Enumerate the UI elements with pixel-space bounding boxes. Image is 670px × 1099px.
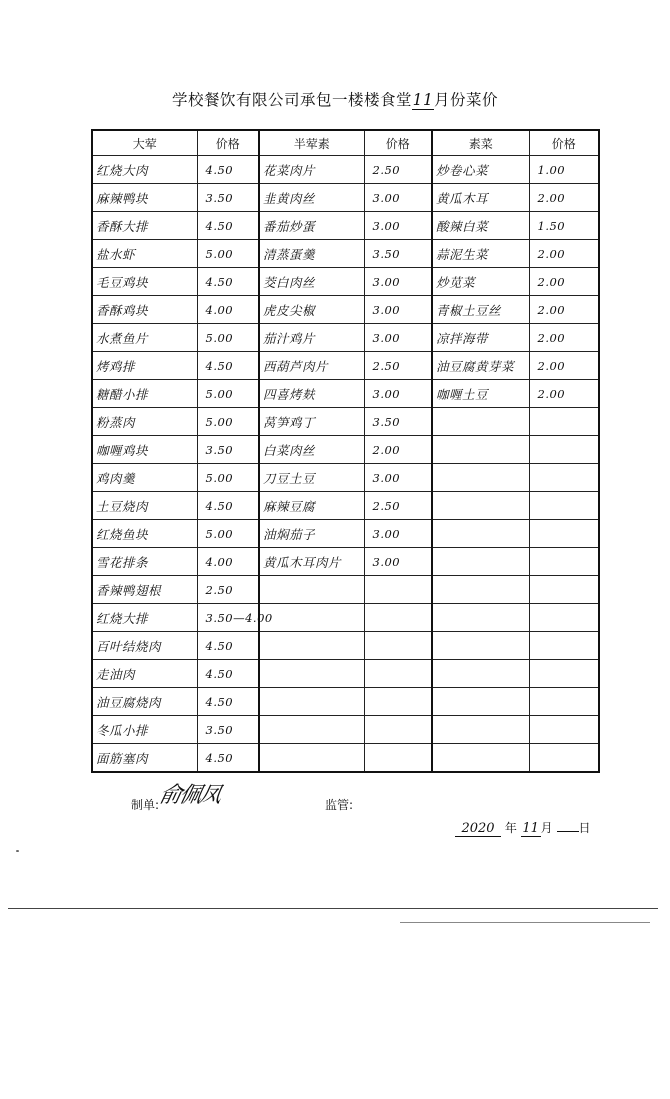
meat-price-cell: 5.00 — [197, 324, 259, 352]
meat-price-cell: 4.50 — [197, 632, 259, 660]
header-half-meat: 半荤素 — [259, 130, 364, 156]
meat-price-cell: 4.00 — [197, 548, 259, 576]
vegetable-dish-cell: 咖喱土豆 — [432, 380, 529, 408]
vegetable-price-cell — [529, 744, 599, 773]
vegetable-dish-cell: 蒜泥生菜 — [432, 240, 529, 268]
table-row — [92, 548, 599, 576]
table-row — [92, 520, 599, 548]
half-meat-dish-cell: 莴笋鸡丁 — [259, 408, 364, 436]
vegetable-price-cell: 2.00 — [529, 352, 599, 380]
half-meat-dish-cell: 茭白肉丝 — [259, 268, 364, 296]
half-meat-price-cell: 2.00 — [364, 436, 432, 464]
table-row — [92, 464, 599, 492]
table-row — [92, 184, 599, 212]
table-row — [92, 576, 599, 604]
half-meat-price-cell: 3.00 — [364, 520, 432, 548]
meat-price-cell: 4.50 — [197, 744, 259, 773]
half-meat-price-cell: 3.50 — [364, 240, 432, 268]
half-meat-dish-cell — [259, 688, 364, 716]
table-row — [92, 660, 599, 688]
table-row — [92, 632, 599, 660]
table-row — [92, 744, 599, 773]
meat-dish-cell: 红烧大排 — [92, 604, 197, 632]
scan-speck — [16, 850, 19, 852]
meat-dish-cell: 香辣鸭翅根 — [92, 576, 197, 604]
meat-price-cell: 3.50 — [197, 716, 259, 744]
meat-dish-cell: 香酥鸡块 — [92, 296, 197, 324]
half-meat-price-cell: 3.00 — [364, 268, 432, 296]
header-meat-price: 价格 — [197, 130, 259, 156]
meat-price-cell: 5.00 — [197, 380, 259, 408]
vegetable-price-cell: 2.00 — [529, 184, 599, 212]
vegetable-price-cell — [529, 576, 599, 604]
vegetable-dish-cell: 油豆腐黄芽菜 — [432, 352, 529, 380]
meat-price-cell: 4.00 — [197, 296, 259, 324]
document-title — [0, 88, 670, 110]
date-day — [557, 831, 579, 832]
table-row — [92, 688, 599, 716]
meat-dish-cell: 土豆烧肉 — [92, 492, 197, 520]
half-meat-price-cell: 3.00 — [364, 548, 432, 576]
header-vegetable: 素菜 — [432, 130, 529, 156]
table-row — [92, 604, 599, 632]
table-row — [92, 296, 599, 324]
half-meat-dish-cell: 韭黄肉丝 — [259, 184, 364, 212]
meat-price-cell: 4.50 — [197, 688, 259, 716]
header-meat: 大荤 — [92, 130, 197, 156]
scan-fold-line-2 — [400, 922, 650, 923]
half-meat-price-cell — [364, 688, 432, 716]
half-meat-price-cell — [364, 660, 432, 688]
half-meat-price-cell: 3.00 — [364, 296, 432, 324]
vegetable-dish-cell: 凉拌海带 — [432, 324, 529, 352]
meat-dish-cell: 红烧鱼块 — [92, 520, 197, 548]
meat-price-cell: 3.50 — [197, 436, 259, 464]
half-meat-dish-cell: 花菜肉片 — [259, 156, 364, 184]
half-meat-price-cell: 3.00 — [364, 184, 432, 212]
vegetable-dish-cell — [432, 464, 529, 492]
date-month: 11 — [522, 821, 539, 836]
header-half-meat-price: 价格 — [364, 130, 432, 156]
half-meat-price-cell: 2.50 — [364, 492, 432, 520]
half-meat-price-cell: 2.50 — [364, 352, 432, 380]
vegetable-dish-cell: 炒苋菜 — [432, 268, 529, 296]
vegetable-price-cell — [529, 604, 599, 632]
vegetable-price-cell — [529, 492, 599, 520]
meat-dish-cell: 油豆腐烧肉 — [92, 688, 197, 716]
vegetable-price-cell — [529, 408, 599, 436]
date-line — [455, 819, 591, 837]
table-row — [92, 716, 599, 744]
scan-fold-line — [8, 908, 658, 909]
meat-dish-cell: 红烧大肉 — [92, 156, 197, 184]
meat-dish-cell: 盐水虾 — [92, 240, 197, 268]
half-meat-dish-cell: 刀豆土豆 — [259, 464, 364, 492]
meat-price-cell: 5.00 — [197, 240, 259, 268]
vegetable-price-cell: 2.00 — [529, 268, 599, 296]
half-meat-price-cell — [364, 576, 432, 604]
meat-dish-cell: 冬瓜小排 — [92, 716, 197, 744]
vegetable-price-cell: 1.00 — [529, 156, 599, 184]
half-meat-price-cell — [364, 716, 432, 744]
table-row — [92, 156, 599, 184]
meat-price-cell: 5.00 — [197, 408, 259, 436]
meat-price-cell: 2.50 — [197, 576, 259, 604]
title-suffix: 月份菜价 — [434, 91, 499, 109]
vegetable-dish-cell — [432, 716, 529, 744]
half-meat-dish-cell — [259, 576, 364, 604]
vegetable-dish-cell — [432, 688, 529, 716]
meat-price-cell: 4.50 — [197, 660, 259, 688]
vegetable-dish-cell — [432, 436, 529, 464]
meat-dish-cell: 百叶结烧肉 — [92, 632, 197, 660]
vegetable-dish-cell: 炒卷心菜 — [432, 156, 529, 184]
vegetable-dish-cell — [432, 492, 529, 520]
day-label: 日 — [578, 821, 591, 835]
title-prefix: 学校餐饮有限公司承包一楼楼食堂 — [171, 91, 412, 109]
half-meat-price-cell — [364, 604, 432, 632]
half-meat-dish-cell: 西葫芦肉片 — [259, 352, 364, 380]
meat-dish-cell: 香酥大排 — [92, 212, 197, 240]
table-row — [92, 240, 599, 268]
supervisor-label: 监管: — [325, 798, 354, 812]
meat-price-cell: 5.00 — [197, 520, 259, 548]
meat-price-cell: 4.50 — [197, 156, 259, 184]
half-meat-dish-cell: 四喜烤麸 — [259, 380, 364, 408]
meat-price-cell: 3.50 — [197, 184, 259, 212]
half-meat-price-cell: 3.00 — [364, 324, 432, 352]
vegetable-price-cell — [529, 688, 599, 716]
meat-dish-cell: 走油肉 — [92, 660, 197, 688]
meat-price-cell: 4.50 — [197, 352, 259, 380]
header-vegetable-price: 价格 — [529, 130, 599, 156]
table-row — [92, 212, 599, 240]
half-meat-price-cell: 3.00 — [364, 212, 432, 240]
meat-dish-cell: 鸡肉羹 — [92, 464, 197, 492]
half-meat-dish-cell — [259, 660, 364, 688]
table-row — [92, 352, 599, 380]
meat-price-cell: 3.50—4.00 — [197, 604, 259, 632]
vegetable-price-cell — [529, 520, 599, 548]
vegetable-price-cell: 2.00 — [529, 380, 599, 408]
meat-dish-cell: 毛豆鸡块 — [92, 268, 197, 296]
half-meat-dish-cell: 油焖茄子 — [259, 520, 364, 548]
half-meat-dish-cell: 虎皮尖椒 — [259, 296, 364, 324]
vegetable-dish-cell — [432, 660, 529, 688]
vegetable-price-cell — [529, 660, 599, 688]
vegetable-dish-cell — [432, 576, 529, 604]
maker-signature: 俞佩凤 — [156, 783, 223, 808]
half-meat-price-cell — [364, 632, 432, 660]
half-meat-price-cell: 2.50 — [364, 156, 432, 184]
meat-dish-cell: 烤鸡排 — [92, 352, 197, 380]
vegetable-dish-cell: 青椒土豆丝 — [432, 296, 529, 324]
meat-dish-cell: 咖喱鸡块 — [92, 436, 197, 464]
meat-dish-cell: 面筋塞肉 — [92, 744, 197, 773]
vegetable-price-cell: 2.00 — [529, 296, 599, 324]
meat-dish-cell: 粉蒸肉 — [92, 408, 197, 436]
vegetable-dish-cell — [432, 520, 529, 548]
half-meat-price-cell — [364, 744, 432, 773]
vegetable-price-cell — [529, 632, 599, 660]
half-meat-dish-cell: 清蒸蛋羹 — [259, 240, 364, 268]
table-row — [92, 380, 599, 408]
maker-label: 制单: — [131, 798, 160, 812]
vegetable-dish-cell — [432, 632, 529, 660]
meat-dish-cell: 麻辣鸭块 — [92, 184, 197, 212]
half-meat-dish-cell: 茄汁鸡片 — [259, 324, 364, 352]
table-row — [92, 324, 599, 352]
vegetable-price-cell — [529, 716, 599, 744]
half-meat-dish-cell: 麻辣豆腐 — [259, 492, 364, 520]
meat-dish-cell: 水煮鱼片 — [92, 324, 197, 352]
half-meat-dish-cell — [259, 716, 364, 744]
half-meat-dish-cell — [259, 744, 364, 773]
vegetable-price-cell — [529, 436, 599, 464]
vegetable-dish-cell: 黄瓜木耳 — [432, 184, 529, 212]
table-row — [92, 492, 599, 520]
half-meat-dish-cell: 白菜肉丝 — [259, 436, 364, 464]
vegetable-dish-cell: 酸辣白菜 — [432, 212, 529, 240]
vegetable-price-cell — [529, 548, 599, 576]
half-meat-dish-cell — [259, 632, 364, 660]
meat-dish-cell: 雪花排条 — [92, 548, 197, 576]
date-year: 2020 — [455, 821, 501, 837]
title-month: 11 — [412, 91, 434, 109]
table-row — [92, 268, 599, 296]
half-meat-price-cell: 3.00 — [364, 464, 432, 492]
vegetable-price-cell — [529, 464, 599, 492]
half-meat-dish-cell — [259, 604, 364, 632]
vegetable-price-cell: 1.50 — [529, 212, 599, 240]
vegetable-price-cell: 2.00 — [529, 324, 599, 352]
vegetable-dish-cell — [432, 408, 529, 436]
meat-price-cell: 4.50 — [197, 492, 259, 520]
half-meat-dish-cell: 番茄炒蛋 — [259, 212, 364, 240]
vegetable-dish-cell — [432, 548, 529, 576]
table-row — [92, 408, 599, 436]
half-meat-dish-cell: 黄瓜木耳肉片 — [259, 548, 364, 576]
vegetable-dish-cell — [432, 604, 529, 632]
vegetable-dish-cell — [432, 744, 529, 773]
half-meat-price-cell: 3.00 — [364, 380, 432, 408]
meat-dish-cell: 糖醋小排 — [92, 380, 197, 408]
year-label: 年 — [504, 821, 517, 835]
table-header-row — [92, 130, 599, 156]
table-row — [92, 436, 599, 464]
meat-price-cell: 4.50 — [197, 212, 259, 240]
meat-price-cell: 5.00 — [197, 464, 259, 492]
vegetable-price-cell: 2.00 — [529, 240, 599, 268]
month-label: 月 — [540, 821, 553, 835]
half-meat-price-cell: 3.50 — [364, 408, 432, 436]
menu-price-table — [91, 129, 600, 773]
meat-price-cell: 4.50 — [197, 268, 259, 296]
